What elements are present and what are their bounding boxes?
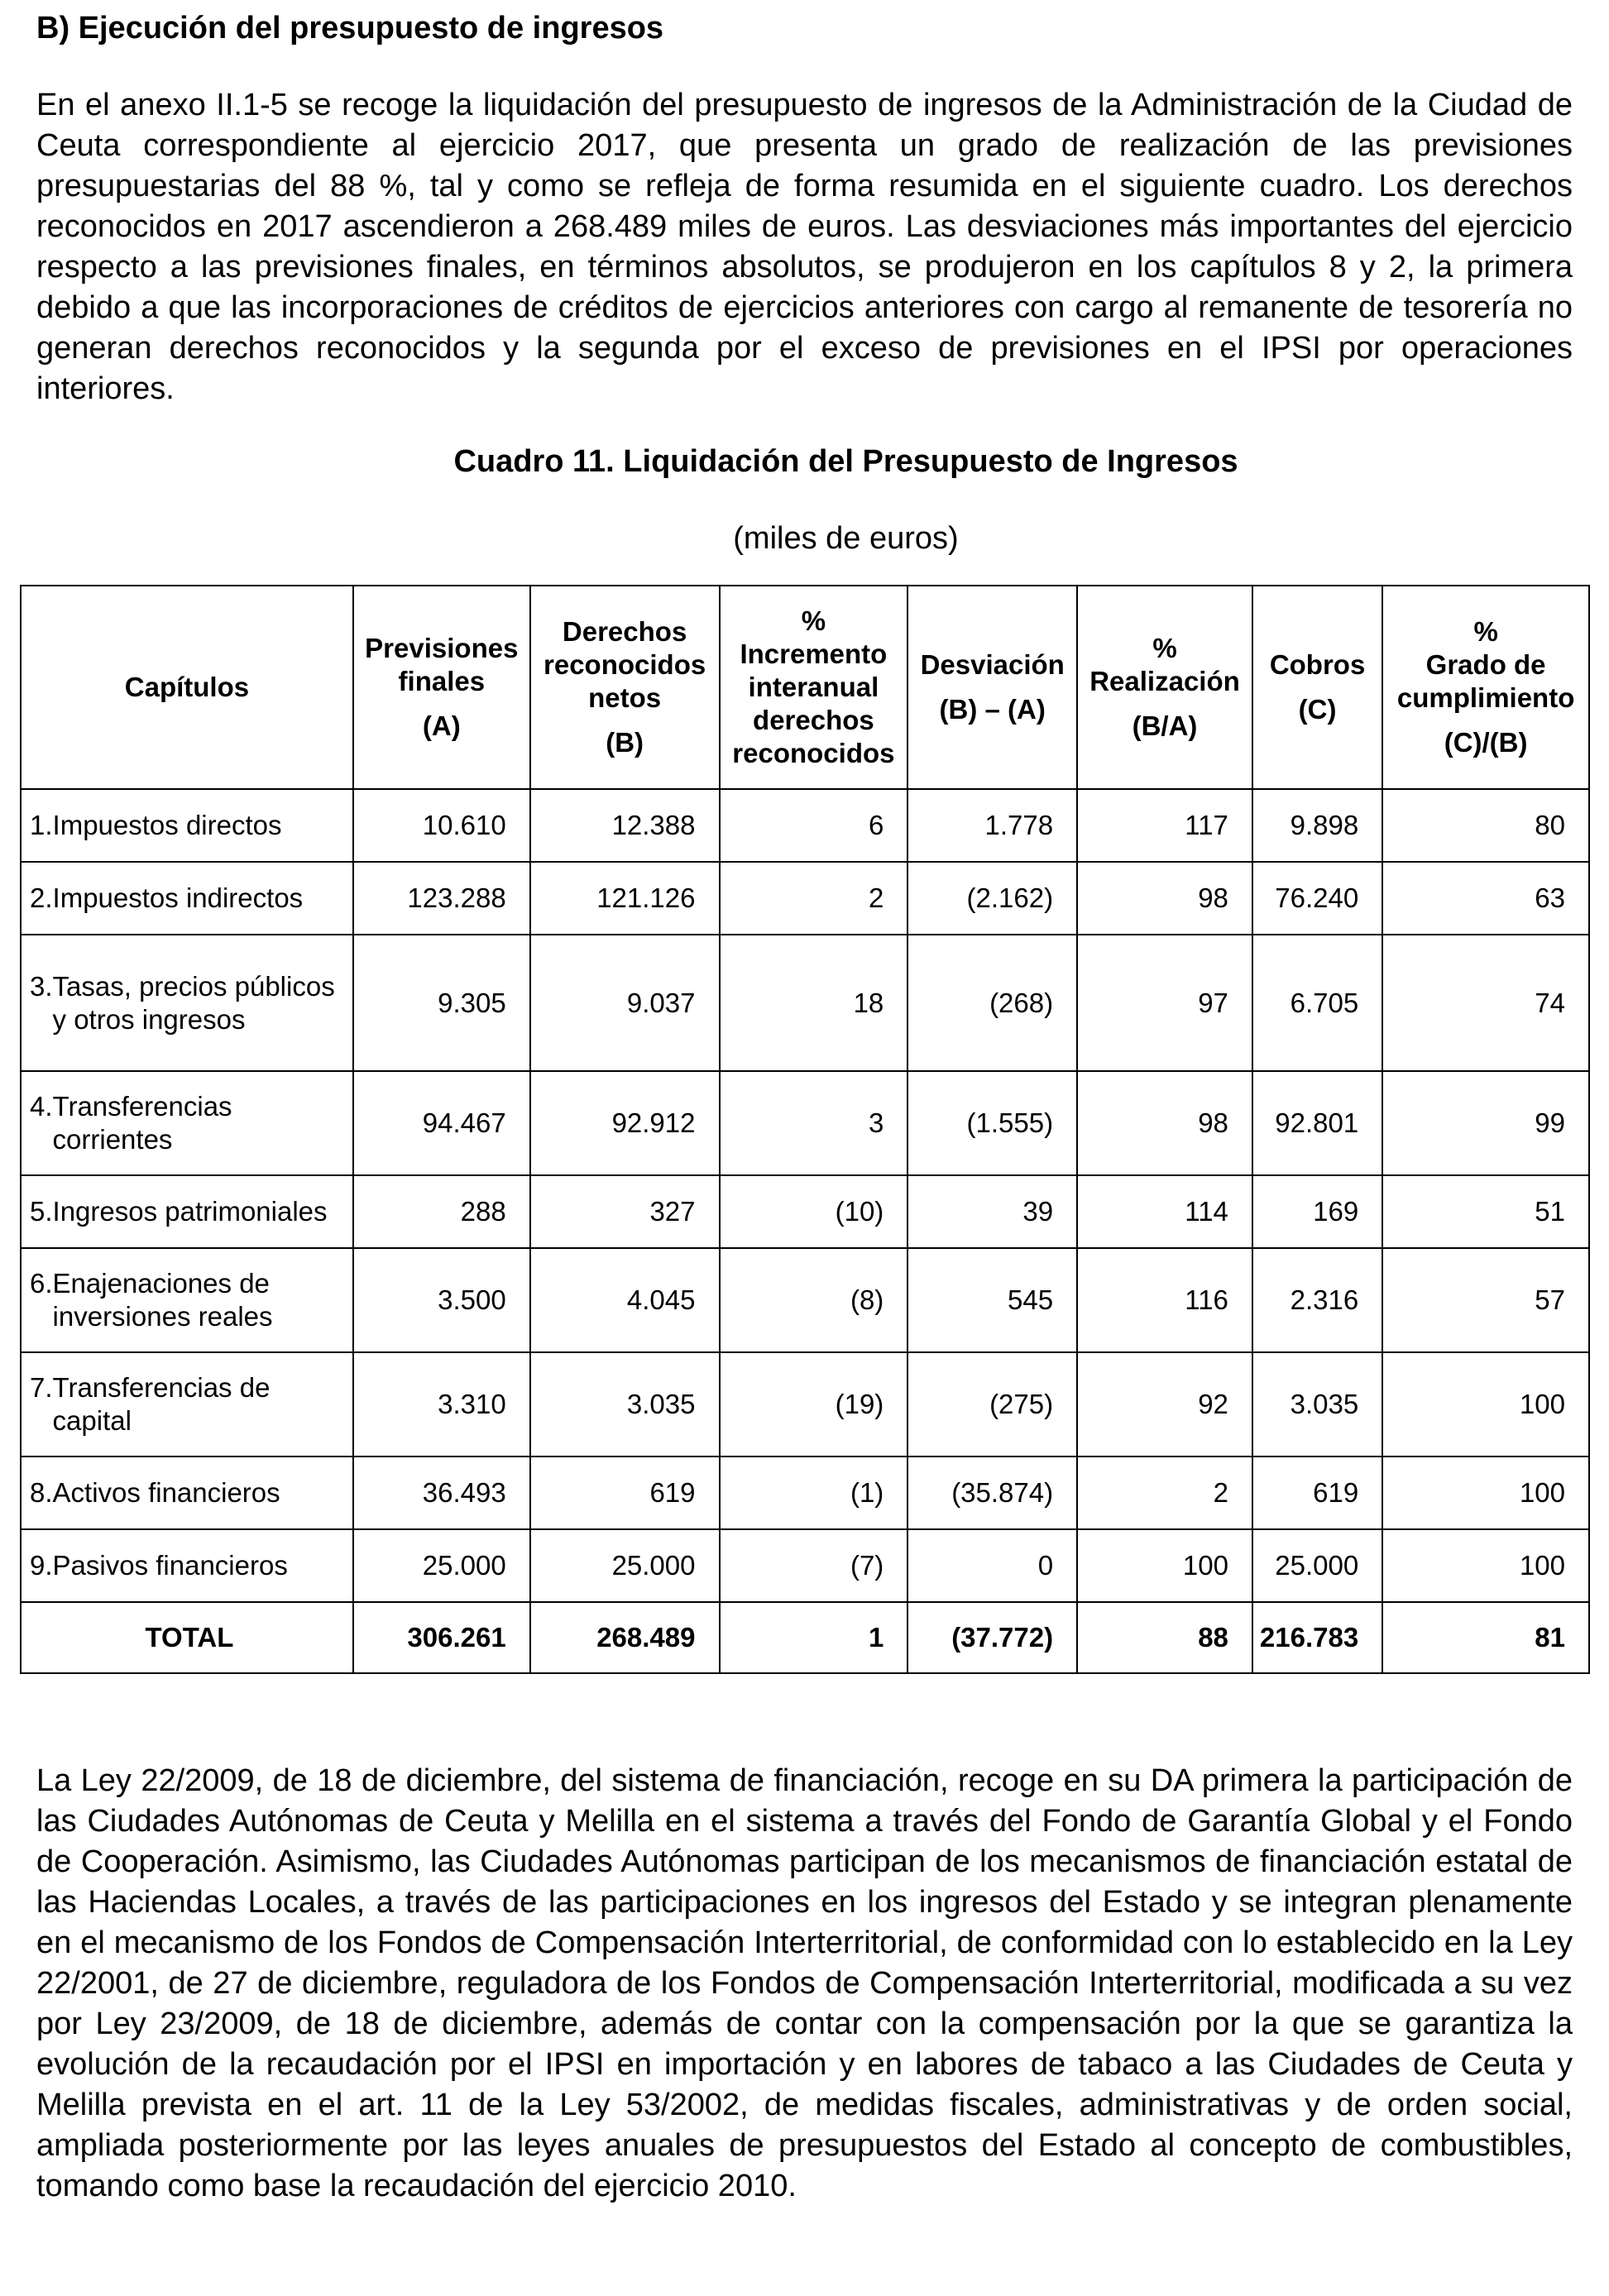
cell-desviacion: 0 — [907, 1529, 1077, 1602]
cell-derechos: 121.126 — [530, 862, 720, 935]
cell-realizacion: 92 — [1077, 1352, 1252, 1457]
cell-cobros: 92.801 — [1252, 1071, 1382, 1175]
header-previsiones: Previsiones finales (A) — [353, 586, 530, 789]
cell-realizacion: 98 — [1077, 1071, 1252, 1175]
total-grado: 81 — [1382, 1602, 1589, 1673]
cell-grado: 80 — [1382, 789, 1589, 862]
cell-previsiones: 3.500 — [353, 1248, 530, 1352]
cell-desviacion: (275) — [907, 1352, 1077, 1457]
cell-desviacion: (2.162) — [907, 862, 1077, 935]
row-label: 3. Tasas, precios públicos y otros ingresos — [21, 935, 353, 1071]
cell-derechos: 12.388 — [530, 789, 720, 862]
cell-realizacion: 117 — [1077, 789, 1252, 862]
table-row — [21, 862, 1589, 935]
cell-desviacion: (268) — [907, 935, 1077, 1071]
table-total-row — [21, 1602, 1589, 1673]
cell-derechos: 92.912 — [530, 1071, 720, 1175]
header-capitulos: Capítulos — [21, 586, 353, 789]
cell-grado: 100 — [1382, 1352, 1589, 1457]
cell-previsiones: 9.305 — [353, 935, 530, 1071]
cell-derechos: 327 — [530, 1175, 720, 1248]
cell-cobros: 25.000 — [1252, 1529, 1382, 1602]
cell-previsiones: 25.000 — [353, 1529, 530, 1602]
total-label: TOTAL — [21, 1602, 353, 1673]
row-label: 9. Pasivos financieros — [21, 1529, 353, 1602]
cell-desviacion: 545 — [907, 1248, 1077, 1352]
cell-previsiones: 3.310 — [353, 1352, 530, 1457]
cell-incremento: (7) — [720, 1529, 908, 1602]
cell-incremento: (10) — [720, 1175, 908, 1248]
cell-cobros: 9.898 — [1252, 789, 1382, 862]
header-incremento: % Incremento interanual derechos reconocidos — [720, 586, 908, 789]
row-label: 8. Activos financieros — [21, 1457, 353, 1529]
cell-grado: 100 — [1382, 1457, 1589, 1529]
cell-grado: 51 — [1382, 1175, 1589, 1248]
table-row — [21, 1175, 1589, 1248]
cell-incremento: (19) — [720, 1352, 908, 1457]
row-label: 5. Ingresos patrimoniales — [21, 1175, 353, 1248]
cell-realizacion: 2 — [1077, 1457, 1252, 1529]
section-heading: B) Ejecución del presupuesto de ingresos — [36, 11, 664, 45]
total-desviacion: (37.772) — [907, 1602, 1077, 1673]
total-realizacion: 88 — [1077, 1602, 1252, 1673]
table-row — [21, 1529, 1589, 1602]
cell-previsiones: 36.493 — [353, 1457, 530, 1529]
total-previsiones: 306.261 — [353, 1602, 530, 1673]
closing-paragraph: La Ley 22/2009, de 18 de diciembre, del sistema de financiación, recoge en su DA primera la participación de las Ciudades Autónomas de Ceuta y Melilla en el sistema a través del Fondo de Garantía Global y el Fondo de Cooperación. Asimismo, las Ciudades Autónomas participan de los mecanismos de financiación estatal de las Haciendas Locales, a través de las participaciones en los ingresos del Estado y se integran plenamente en el mecanismo de los Fondos de Compensación Interterritorial, de conformidad con lo establecido en la Ley 22/2001, de 27 de diciembre, reguladora de los Fondos de Compensación Interterritorial, modificada a su vez por Ley 23/2009, de 18 de diciembre, además de contar con la compensación por la que se garantiza la evolución de la recaudación por el IPSI en importación y en labores de tabaco a las Ciudades de Ceuta y Melilla prevista en el art. 11 de la Ley 53/2002, de medidas fiscales, administrativas y de orden social, ampliada posteriormente por las leyes anuales de presupuestos del Estado al concepto de combustibles, tomando como base la recaudación del ejercicio 2010. — [36, 1763, 1573, 2203]
row-label: 1. Impuestos directos — [21, 789, 353, 862]
document-page — [30, 0, 1575, 2203]
cell-cobros: 3.035 — [1252, 1352, 1382, 1457]
cell-cobros: 619 — [1252, 1457, 1382, 1529]
cell-incremento: 2 — [720, 862, 908, 935]
cell-desviacion: (35.874) — [907, 1457, 1077, 1529]
cell-previsiones: 123.288 — [353, 862, 530, 935]
table-row — [21, 789, 1589, 862]
cell-incremento: (8) — [720, 1248, 908, 1352]
cell-cobros: 2.316 — [1252, 1248, 1382, 1352]
row-label: 7. Transferencias de capital — [21, 1352, 353, 1457]
header-grado: % Grado de cumplimiento (C)/(B) — [1382, 586, 1589, 789]
income-budget-table — [20, 585, 1590, 1674]
header-realizacion: % Realización (B/A) — [1077, 586, 1252, 789]
table-units: (miles de euros) — [733, 521, 959, 556]
cell-desviacion: (1.555) — [907, 1071, 1077, 1175]
cell-grado: 100 — [1382, 1529, 1589, 1602]
total-cobros: 216.783 — [1252, 1602, 1382, 1673]
cell-incremento: 3 — [720, 1071, 908, 1175]
cell-realizacion: 97 — [1077, 935, 1252, 1071]
cell-realizacion: 116 — [1077, 1248, 1252, 1352]
cell-desviacion: 1.778 — [907, 789, 1077, 862]
cell-derechos: 9.037 — [530, 935, 720, 1071]
cell-previsiones: 10.610 — [353, 789, 530, 862]
cell-previsiones: 288 — [353, 1175, 530, 1248]
row-label: 6. Enajenaciones de inversiones reales — [21, 1248, 353, 1352]
table-row — [21, 1248, 1589, 1352]
table-row — [21, 1457, 1589, 1529]
table-header-row — [21, 586, 1589, 789]
cell-grado: 63 — [1382, 862, 1589, 935]
cell-realizacion: 114 — [1077, 1175, 1252, 1248]
table-row — [21, 1071, 1589, 1175]
cell-incremento: (1) — [720, 1457, 908, 1529]
cell-grado: 74 — [1382, 935, 1589, 1071]
cell-cobros: 169 — [1252, 1175, 1382, 1248]
total-incremento: 1 — [720, 1602, 908, 1673]
intro-paragraph: En el anexo II.1-5 se recoge la liquidación del presupuesto de ingresos de la Administración de la Ciudad de Ceuta correspondiente al ejercicio 2017, que presenta un grado de realización de las previsiones presupuestarias del 88 %, tal y como se refleja de forma resumida en el siguiente cuadro. Los derechos reconocidos en 2017 ascendieron a 268.489 miles de euros. Las desviaciones más importantes del ejercicio respecto a las previsiones finales, en términos absolutos, se produjeron en los capítulos 8 y 2, la primera debido a que las incorporaciones de créditos de ejercicios anteriores con cargo al remanente de tesorería no generan derechos reconocidos y la segunda por el exceso de previsiones en el IPSI por operaciones interiores. — [36, 88, 1573, 406]
cell-realizacion: 100 — [1077, 1529, 1252, 1602]
cell-grado: 99 — [1382, 1071, 1589, 1175]
cell-derechos: 619 — [530, 1457, 720, 1529]
cell-cobros: 6.705 — [1252, 935, 1382, 1071]
total-derechos: 268.489 — [530, 1602, 720, 1673]
table-row — [21, 935, 1589, 1071]
cell-incremento: 18 — [720, 935, 908, 1071]
header-derechos: Derechos reconocidos netos (B) — [530, 586, 720, 789]
cell-previsiones: 94.467 — [353, 1071, 530, 1175]
table-row — [21, 1352, 1589, 1457]
cell-cobros: 76.240 — [1252, 862, 1382, 935]
row-label: 2. Impuestos indirectos — [21, 862, 353, 935]
cell-desviacion: 39 — [907, 1175, 1077, 1248]
cell-incremento: 6 — [720, 789, 908, 862]
cell-derechos: 3.035 — [530, 1352, 720, 1457]
cell-derechos: 25.000 — [530, 1529, 720, 1602]
row-label: 4. Transferencias corrientes — [21, 1071, 353, 1175]
header-cobros: Cobros (C) — [1252, 586, 1382, 789]
header-desviacion: Desviación (B) – (A) — [907, 586, 1077, 789]
cell-realizacion: 98 — [1077, 862, 1252, 935]
cell-grado: 57 — [1382, 1248, 1589, 1352]
cell-derechos: 4.045 — [530, 1248, 720, 1352]
table-caption: Cuadro 11. Liquidación del Presupuesto de Ingresos — [453, 444, 1238, 479]
